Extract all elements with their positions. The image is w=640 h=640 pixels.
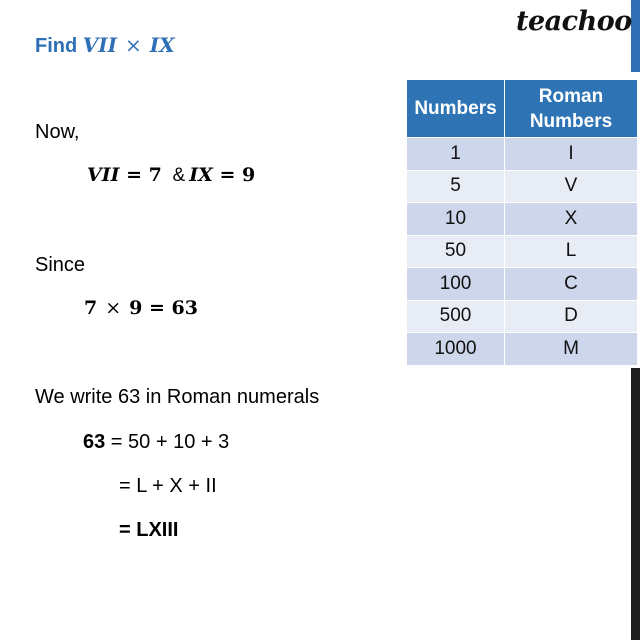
table-row: [407, 333, 638, 366]
question-title: [35, 33, 175, 58]
table-row: [407, 300, 638, 333]
table-cell: 1: [407, 138, 505, 171]
table-cell: C: [505, 268, 638, 301]
table-cell: D: [505, 300, 638, 333]
equation-values: [87, 164, 255, 187]
table-row: [407, 203, 638, 236]
table-cell: M: [505, 333, 638, 366]
title-rhs: IX: [149, 33, 175, 57]
table-row: [407, 268, 638, 301]
right-edge-accent: [631, 0, 640, 72]
eq1-lhs2: IX: [189, 164, 213, 186]
write-line: We write 63 in Roman numerals: [35, 386, 320, 408]
title-operator: ×: [125, 33, 142, 57]
table-cell: V: [505, 170, 638, 203]
step-2: [119, 475, 217, 498]
table-row: [407, 235, 638, 268]
table-cell: 100: [407, 268, 505, 301]
now-label: Now,: [35, 121, 80, 143]
header-numbers: Numbers: [407, 80, 505, 138]
step-3-text: = LXIII: [119, 519, 179, 541]
step-1-bold: 63: [83, 431, 106, 453]
table-cell: L: [505, 235, 638, 268]
eq2-b: 9 = 63: [129, 297, 198, 319]
table-cell: 1000: [407, 333, 505, 366]
table-cell: 50: [407, 235, 505, 268]
table-cell: X: [505, 203, 638, 236]
table-cell: I: [505, 138, 638, 171]
title-prefix: Find: [35, 35, 78, 57]
eq1-rhs1: = 7: [119, 164, 162, 186]
table-row: [407, 170, 638, 203]
header-roman-numbers: Roman Numbers: [505, 80, 638, 138]
title-lhs: VII: [82, 33, 118, 57]
step-1: [83, 431, 229, 454]
eq1-lhs1: VII: [87, 164, 120, 186]
step-3: [119, 519, 178, 542]
teachoo-logo: teachoo: [516, 6, 632, 37]
step-2-text: = L + X + II: [119, 475, 217, 497]
equation-product: [84, 297, 198, 319]
step-1-rest: = 50 + 10 + 3: [105, 431, 230, 453]
table-cell: 500: [407, 300, 505, 333]
table-row: [407, 138, 638, 171]
table-cell: 5: [407, 170, 505, 203]
eq2-a: 7: [84, 297, 98, 319]
table-cell: 10: [407, 203, 505, 236]
since-label: Since: [35, 254, 86, 276]
eq1-ampersand: &: [172, 165, 186, 186]
eq1-rhs2: = 9: [212, 164, 256, 186]
eq2-operator: ×: [105, 297, 122, 319]
roman-numbers-table: [406, 79, 638, 366]
